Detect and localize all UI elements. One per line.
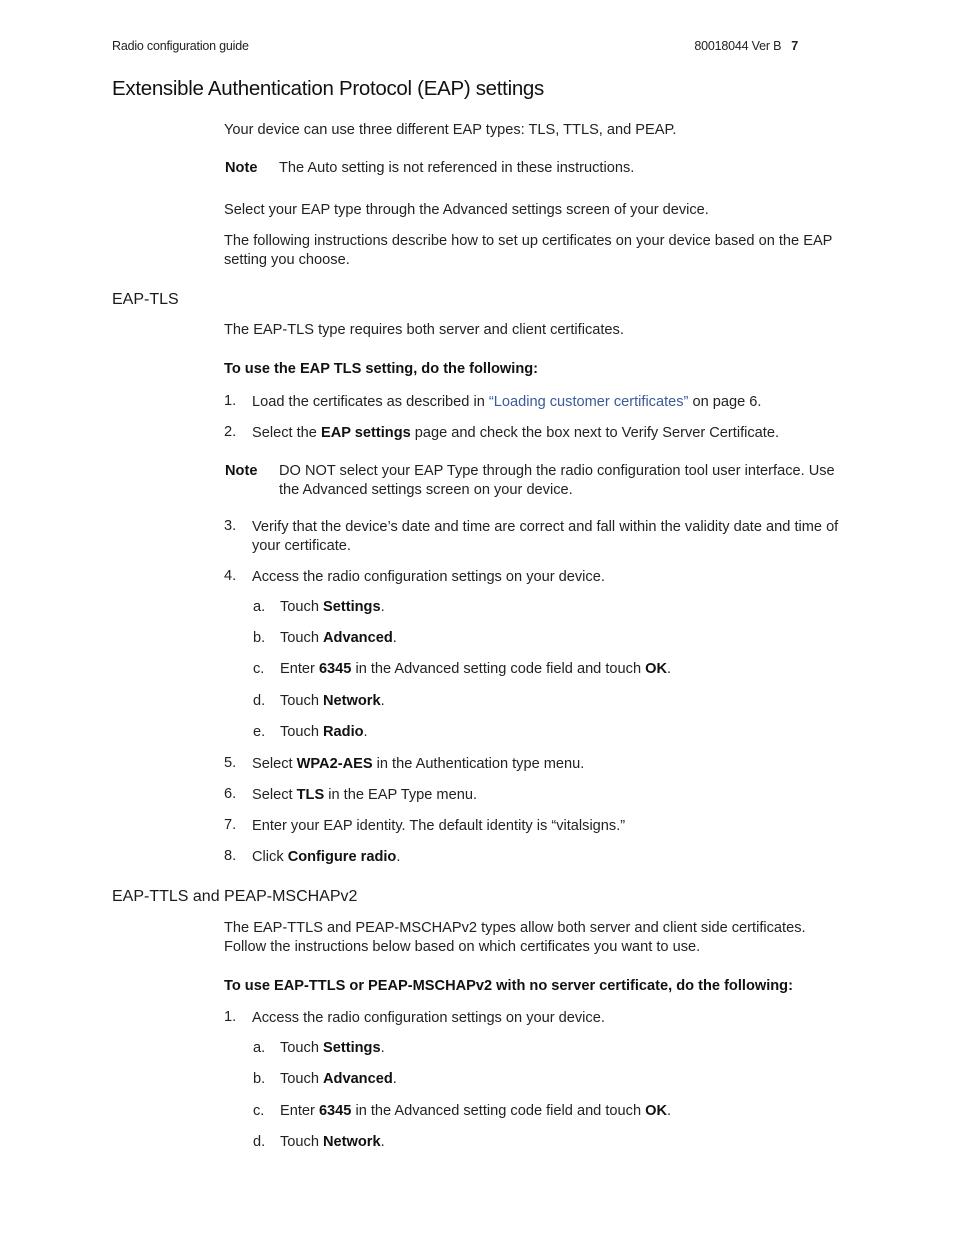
page-number: 7 (791, 39, 798, 53)
paragraph-following-instructions: The following instructions describe how to set up certificates on your device based on the EAP setting you choose. (224, 233, 833, 268)
eap-tls-note-text: DO NOT select your EAP Type through the radio configuration tool user interface. Use the Advanced settings screen on your device. (279, 463, 835, 498)
subsection-heading-eap-ttls: EAP-TTLS and PEAP-MSCHAPv2 (112, 888, 358, 905)
subsection-heading-eap-tls: EAP-TLS (112, 291, 179, 308)
eap-ttls-intro: The EAP-TTLS and PEAP-MSCHAPv2 types allow both server and client side certificates. Follow the instructions below based on which certificates you want to use. (224, 920, 806, 955)
loading-certificates-link[interactable]: “Loading customer certificates” (488, 394, 689, 410)
substep-letter: d. (253, 1134, 266, 1150)
substep-letter: a. (253, 599, 266, 615)
eap-tls-procedure-lead: To use the EAP TLS setting, do the following: (224, 361, 539, 377)
step-number: 6. (224, 786, 237, 802)
eap-ttls-substep-d: Touch Network. (280, 1134, 385, 1150)
running-header-title: Radio configuration guide (112, 39, 249, 53)
eap-tls-step-2: Select the EAP settings page and check the box next to Verify Server Certificate. (252, 425, 780, 441)
step-number: 3. (224, 518, 237, 534)
eap-ttls-step-1: Access the radio configuration settings on your device. (252, 1010, 605, 1026)
eap-tls-substep-e: Touch Radio. (280, 724, 368, 740)
step-number: 1. (224, 1009, 237, 1025)
substep-letter: d. (253, 693, 266, 709)
substep-letter: e. (253, 724, 266, 740)
step-number: 1. (224, 393, 237, 409)
eap-tls-step-8: Click Configure radio. (252, 849, 401, 865)
eap-ttls-substep-b: Touch Advanced. (280, 1071, 397, 1087)
eap-tls-intro: The EAP-TLS type requires both server and client certificates. (224, 322, 624, 338)
doc-id: 80018044 Ver B (694, 39, 782, 53)
note-label: Note (225, 463, 258, 479)
eap-tls-step-3: Verify that the device’s date and time are correct and fall within the validity date and time of your certificate. (252, 519, 839, 554)
step-number: 5. (224, 755, 237, 771)
eap-tls-substep-d: Touch Network. (280, 693, 385, 709)
substep-letter: b. (253, 1071, 266, 1087)
substep-letter: a. (253, 1040, 266, 1056)
substep-letter: c. (253, 661, 265, 677)
eap-tls-substep-c: Enter 6345 in the Advanced setting code field and touch OK. (280, 661, 672, 677)
note-text: The Auto setting is not referenced in these instructions. (279, 160, 635, 176)
substep-letter: b. (253, 630, 266, 646)
substep-letter: c. (253, 1103, 265, 1119)
eap-tls-step-7: Enter your EAP identity. The default identity is “vitalsigns.” (252, 818, 626, 834)
step-number: 8. (224, 848, 237, 864)
eap-tls-substep-a: Touch Settings. (280, 599, 385, 615)
eap-ttls-substep-a: Touch Settings. (280, 1040, 385, 1056)
section-title: Extensible Authentication Protocol (EAP) settings (112, 77, 544, 100)
paragraph-select-eap: Select your EAP type through the Advanced settings screen of your device. (224, 202, 709, 218)
eap-ttls-substep-c: Enter 6345 in the Advanced setting code field and touch OK. (280, 1103, 672, 1119)
eap-tls-step-6: Select TLS in the EAP Type menu. (252, 787, 477, 803)
running-header-docid (694, 39, 798, 53)
eap-tls-step-4: Access the radio configuration settings on your device. (252, 569, 605, 585)
step-number: 2. (224, 424, 237, 440)
step-number: 7. (224, 817, 237, 833)
note-label: Note (225, 160, 258, 176)
eap-ttls-procedure-lead: To use EAP-TTLS or PEAP-MSCHAPv2 with no server certificate, do the following: (224, 978, 793, 994)
eap-tls-substep-b: Touch Advanced. (280, 630, 397, 646)
step-number: 4. (224, 568, 237, 584)
eap-tls-step-1: Load the certificates as described in “Loading customer certificates” on page 6. (252, 394, 762, 410)
eap-tls-step-5: Select WPA2-AES in the Authentication type menu. (252, 756, 585, 772)
intro-paragraph: Your device can use three different EAP types: TLS, TTLS, and PEAP. (224, 122, 677, 138)
